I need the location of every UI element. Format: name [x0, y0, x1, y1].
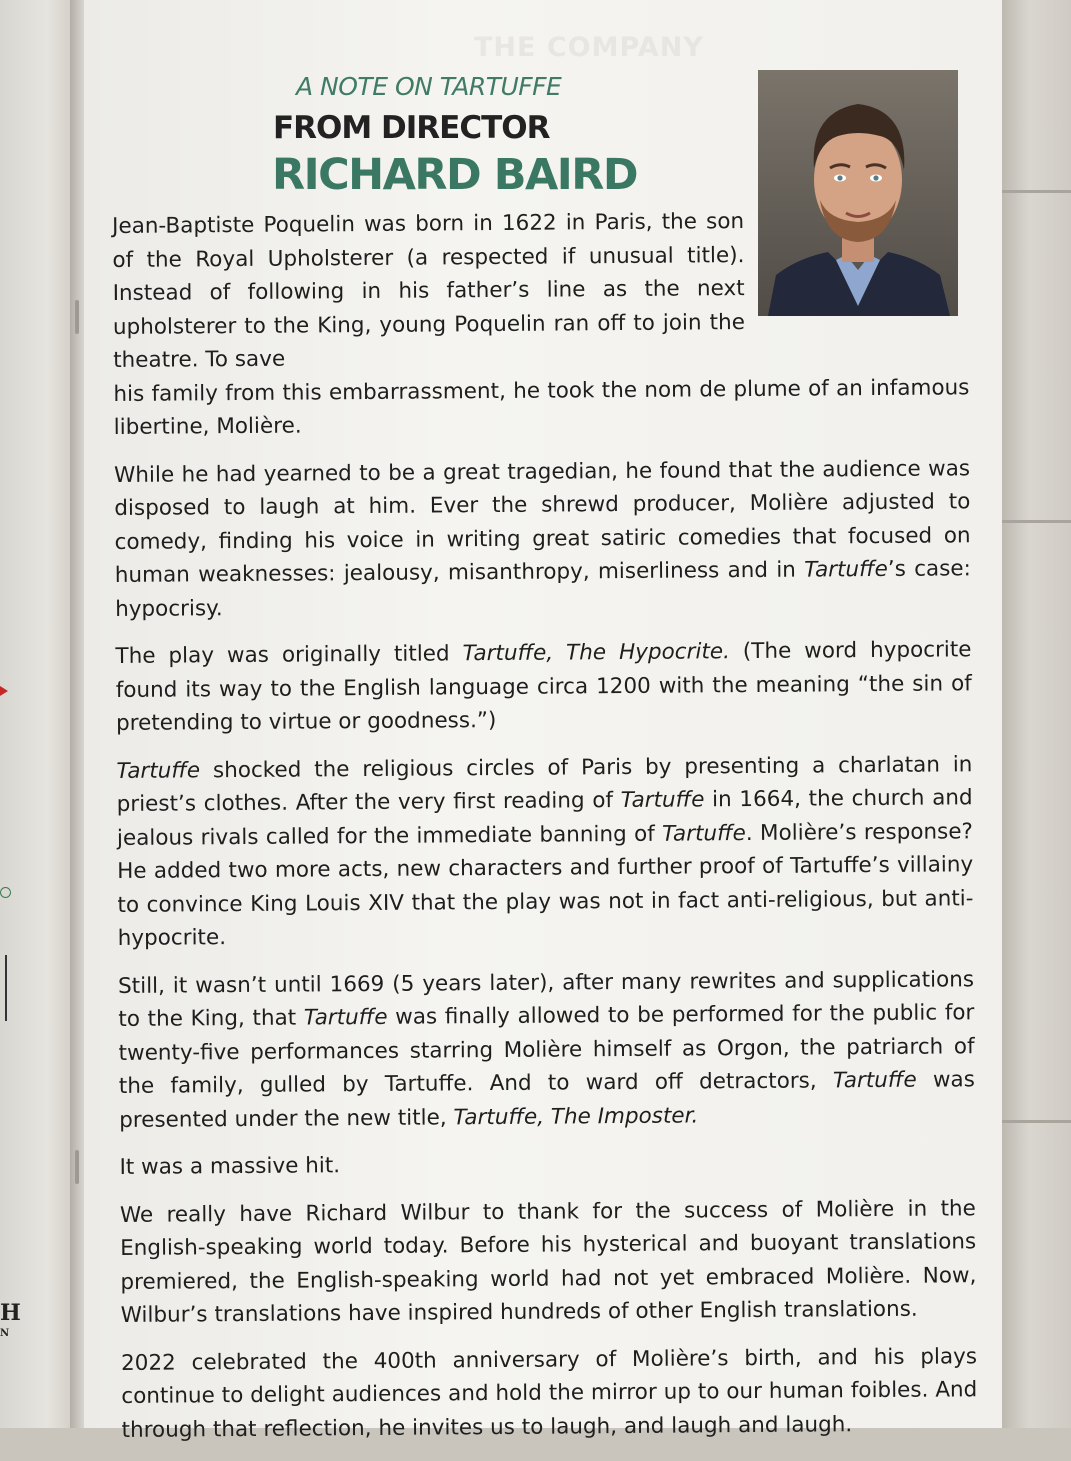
paragraph	[114, 452, 971, 626]
page-edge-background	[1002, 0, 1071, 1428]
red-marker	[0, 686, 8, 696]
paragraph-text: The play was originally titled	[115, 641, 463, 669]
article-body	[112, 203, 978, 1461]
paragraph-text: . Molière’s response? He added two more acts, new characters and further proof of Tartuffe’s villainy to convince King Louis XIV that the play was not in fact anti-religious, but anti-hypocrite.	[117, 818, 974, 951]
left-fragment-2: N	[0, 1328, 10, 1339]
play-title: Tartuffe	[832, 1067, 917, 1094]
paragraph	[116, 748, 974, 956]
paragraph	[115, 633, 972, 740]
play-title: Tartuffe	[620, 787, 705, 814]
show-through-heading: THE COMPANY	[474, 32, 704, 63]
paragraph-text: was presented under the new title,	[119, 1067, 975, 1133]
paragraph-text: Jean-Baptiste Poquelin was born in 1622 in Paris, the son of the Royal Upholsterer (a respected if unusual title). Instead of following in his father’s line as the next upholsterer to the King, young Poquelin ran off to join the theatre. To save	[112, 209, 745, 373]
article-subtitle: FROM DIRECTOR	[273, 110, 550, 146]
paragraph-text: his family from this embarrassment, he took the nom de plume of an infamous libertine, Molière.	[113, 374, 970, 440]
article-kicker: A NOTE ON TARTUFFE	[296, 72, 562, 101]
paragraph-text: shocked the religious circles of Paris by presenting a charlatan in priest’s clothes. After the very first reading of	[116, 751, 973, 817]
play-title: Tartuffe, The Imposter.	[453, 1102, 699, 1130]
paragraph-text: (The word hypocrite found its way to the English language circa 1200 with the meaning “the sin of pretending to virtue or goodness.”)	[115, 637, 972, 736]
play-title: Tartuffe	[804, 556, 888, 583]
paragraph-text: While he had yearned to be a great tragedian, he found that the audience was disposed to laugh at him. Ever the shrewd producer, Molière adjusted to comedy, finding his voice in writing great satiric comedies that focused on human weaknesses: jealousy, misanthropy, miserliness and in	[113, 455, 971, 588]
play-title: Tartuffe	[662, 820, 746, 847]
play-title: Tartuffe	[116, 757, 201, 784]
paragraph: 2022 celebrated the 400th anniversary of Molière’s birth, and his plays continue to delight audiences and hold the mirror up to our human foibles. And through that reflection, he invites us to laugh, and laugh and laugh.	[120, 1343, 978, 1443]
left-fragment-1: H	[0, 1300, 21, 1326]
paragraph	[112, 205, 970, 444]
director-name: RICHARD BAIRD	[272, 150, 638, 200]
staple	[75, 1150, 79, 1184]
play-title: Tartuffe, The Hypocrite.	[462, 639, 730, 667]
paragraph-text: Still, it wasn’t until 1669 (5 years later), after many rewrites and supplications to the King, that	[117, 966, 975, 1032]
paragraph: We really have Richard Wilbur to thank for the success of Molière in the English-speaking world today. Before his hysterical and buoyant translations premiered, the English-speaking world had not yet embraced Molière. Now, Wilbur’s translations have inspired hundreds of other English translations.	[119, 1195, 977, 1328]
paragraph	[118, 963, 975, 1137]
play-title: Tartuffe	[303, 1004, 388, 1031]
circle-mark	[0, 887, 11, 898]
left-facing-page	[0, 0, 78, 1428]
paragraph-text: in 1664, the church and jealous rivals called for the immediate banning of	[116, 785, 973, 851]
paragraph: It was a massive hit.	[119, 1153, 341, 1180]
rule-mark	[5, 955, 7, 1021]
staple	[75, 300, 79, 334]
paragraph-text: ’s case: hypocrisy.	[115, 556, 971, 622]
paragraph-text: was finally allowed to be performed for the public for twenty-five performances starring Molière himself as Orgon, the patriarch of the family, gulled by Tartuffe. And to ward off detractors,	[118, 1000, 975, 1099]
